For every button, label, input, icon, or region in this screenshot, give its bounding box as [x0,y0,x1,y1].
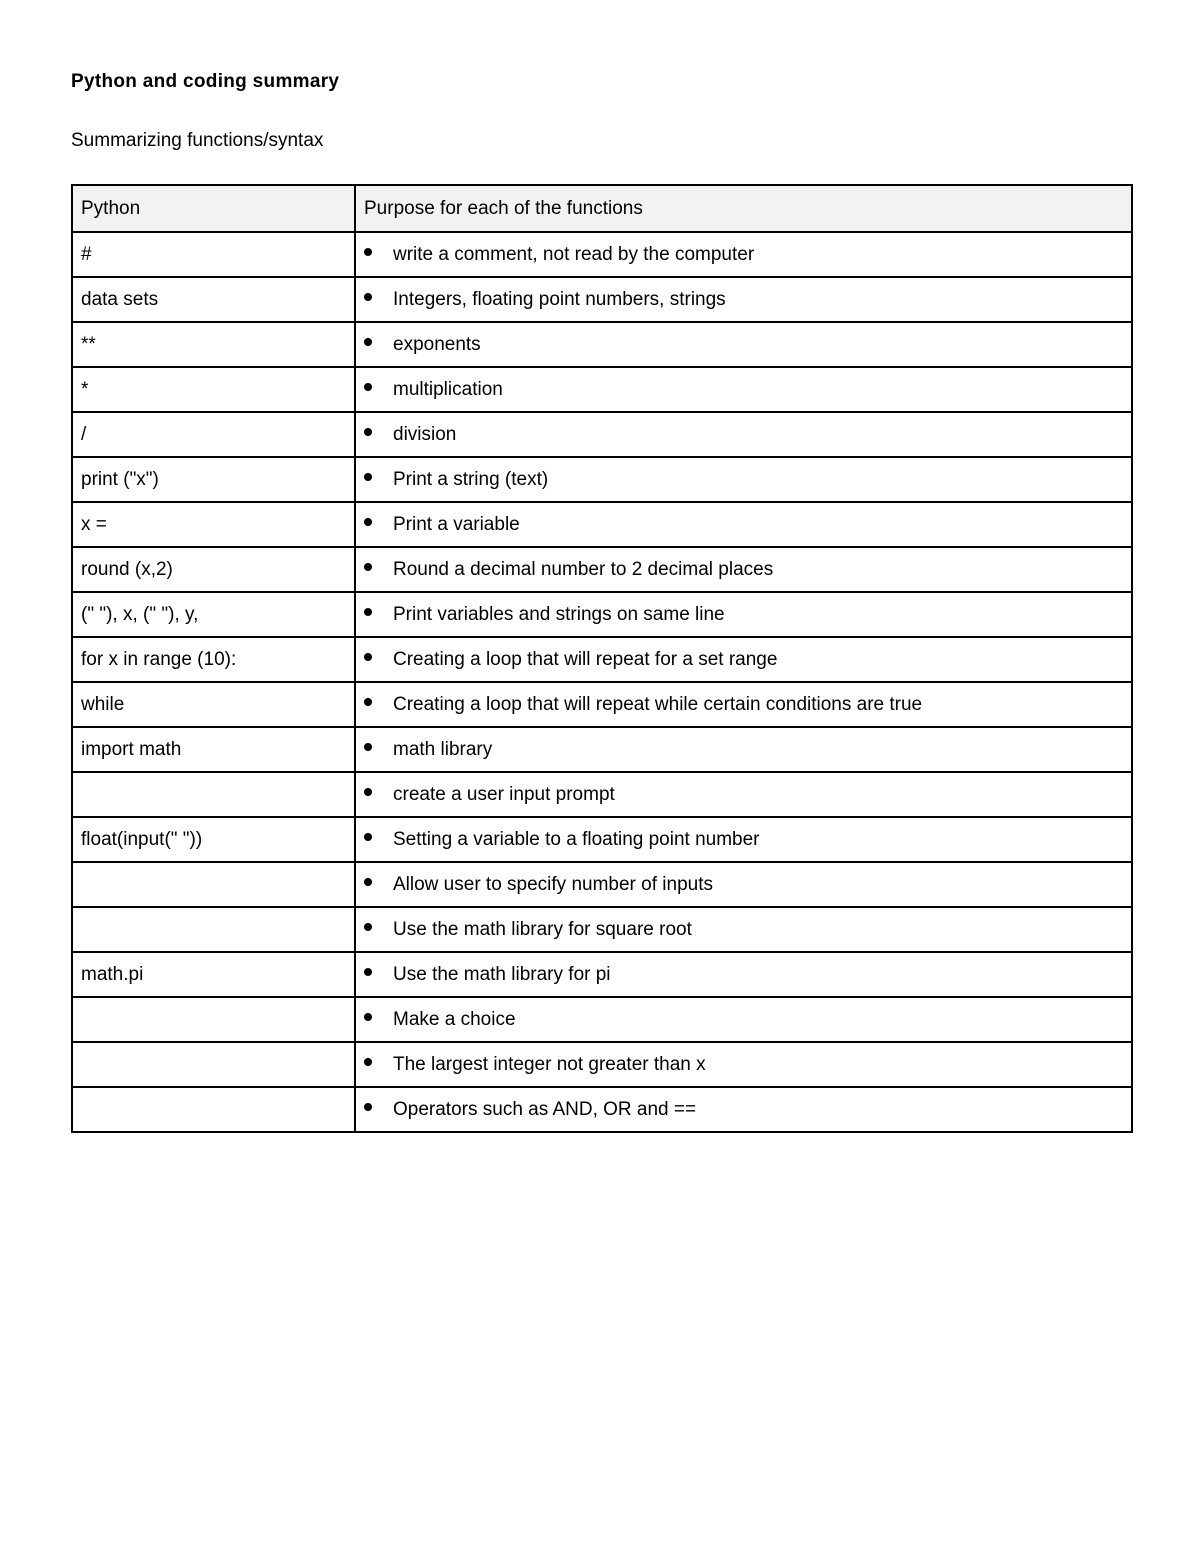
purpose-cell [355,412,1132,457]
python-syntax-cell [72,862,355,907]
table-row [72,862,1132,907]
bullet-icon [364,1058,372,1066]
purpose-cell [355,682,1132,727]
purpose-cell [355,907,1132,952]
table-row [72,232,1132,277]
purpose-text: Make a choice [393,1008,516,1030]
purpose-text: Round a decimal number to 2 decimal places [393,558,774,580]
purpose-text: Use the math library for pi [393,963,611,985]
header-purpose: Purpose for each of the functions [355,185,1132,232]
bullet-icon [364,293,372,301]
purpose-cell [355,1087,1132,1132]
purpose-cell [355,502,1132,547]
bullet-icon [364,338,372,346]
purpose-text: exponents [393,333,481,355]
header-python: Python [72,185,355,232]
bullet-icon [364,878,372,886]
python-syntax-cell: float(input(" ")) [72,817,355,862]
python-syntax-cell: while [72,682,355,727]
purpose-cell [355,367,1132,412]
purpose-cell [355,817,1132,862]
purpose-cell [355,1042,1132,1087]
python-syntax-cell: * [72,367,355,412]
bullet-icon [364,518,372,526]
python-syntax-cell: for x in range (10): [72,637,355,682]
python-syntax-cell [72,772,355,817]
purpose-cell [355,862,1132,907]
python-syntax-cell [72,997,355,1042]
purpose-text: create a user input prompt [393,783,615,805]
bullet-icon [364,653,372,661]
table-row [72,1042,1132,1087]
purpose-text: The largest integer not greater than x [393,1053,706,1075]
bullet-icon [364,743,372,751]
table-row [72,367,1132,412]
purpose-cell [355,232,1132,277]
table-row [72,952,1132,997]
bullet-icon [364,473,372,481]
bullet-icon [364,428,372,436]
python-syntax-cell: round (x,2) [72,547,355,592]
table-row [72,502,1132,547]
python-syntax-cell: # [72,232,355,277]
table-body [72,232,1132,1132]
python-syntax-cell: print ("x") [72,457,355,502]
purpose-text: division [393,423,457,445]
purpose-cell [355,727,1132,772]
purpose-text: math library [393,738,493,760]
purpose-text: Setting a variable to a floating point number [393,828,760,850]
table-row [72,772,1132,817]
table-row [72,412,1132,457]
purpose-cell [355,592,1132,637]
bullet-icon [364,608,372,616]
purpose-cell [355,952,1132,997]
table-row [72,817,1132,862]
table-row [72,907,1132,952]
purpose-text: Operators such as AND, OR and == [393,1098,697,1120]
python-syntax-cell: x = [72,502,355,547]
table-row [72,457,1132,502]
python-syntax-cell: ** [72,322,355,367]
purpose-cell [355,637,1132,682]
document-subtitle: Summarizing functions/syntax [71,130,324,151]
table-row [72,547,1132,592]
purpose-text: Integers, floating point numbers, strings [393,288,726,310]
bullet-icon [364,383,372,391]
bullet-icon [364,698,372,706]
purpose-text: Creating a loop that will repeat while certain conditions are true [393,693,923,715]
python-syntax-cell: math.pi [72,952,355,997]
python-syntax-cell: data sets [72,277,355,322]
purpose-cell [355,997,1132,1042]
python-syntax-cell: import math [72,727,355,772]
bullet-icon [364,833,372,841]
purpose-text: Allow user to specify number of inputs [393,873,713,895]
table-row [72,727,1132,772]
summary-table [71,184,1133,1133]
table-row [72,592,1132,637]
python-syntax-cell [72,1087,355,1132]
bullet-icon [364,1103,372,1111]
table-row [72,277,1132,322]
table-row [72,1087,1132,1132]
purpose-text: Print variables and strings on same line [393,603,725,625]
bullet-icon [364,563,372,571]
python-syntax-cell [72,1042,355,1087]
purpose-text: Creating a loop that will repeat for a set range [393,648,778,670]
purpose-cell [355,322,1132,367]
python-syntax-cell [72,907,355,952]
table-row [72,997,1132,1042]
bullet-icon [364,1013,372,1021]
purpose-text: Print a string (text) [393,468,549,490]
purpose-text: write a comment, not read by the computer [393,243,755,265]
bullet-icon [364,248,372,256]
bullet-icon [364,788,372,796]
table-header-row [72,185,1132,232]
purpose-cell [355,277,1132,322]
table-row [72,637,1132,682]
purpose-cell [355,772,1132,817]
purpose-text: multiplication [393,378,503,400]
document-title: Python and coding summary [71,71,340,92]
bullet-icon [364,923,372,931]
python-syntax-cell: (" "), x, (" "), y, [72,592,355,637]
purpose-cell [355,457,1132,502]
purpose-text: Print a variable [393,513,520,535]
purpose-cell [355,547,1132,592]
python-syntax-cell: / [72,412,355,457]
table-row [72,682,1132,727]
bullet-icon [364,968,372,976]
purpose-text: Use the math library for square root [393,918,692,940]
table-row [72,322,1132,367]
